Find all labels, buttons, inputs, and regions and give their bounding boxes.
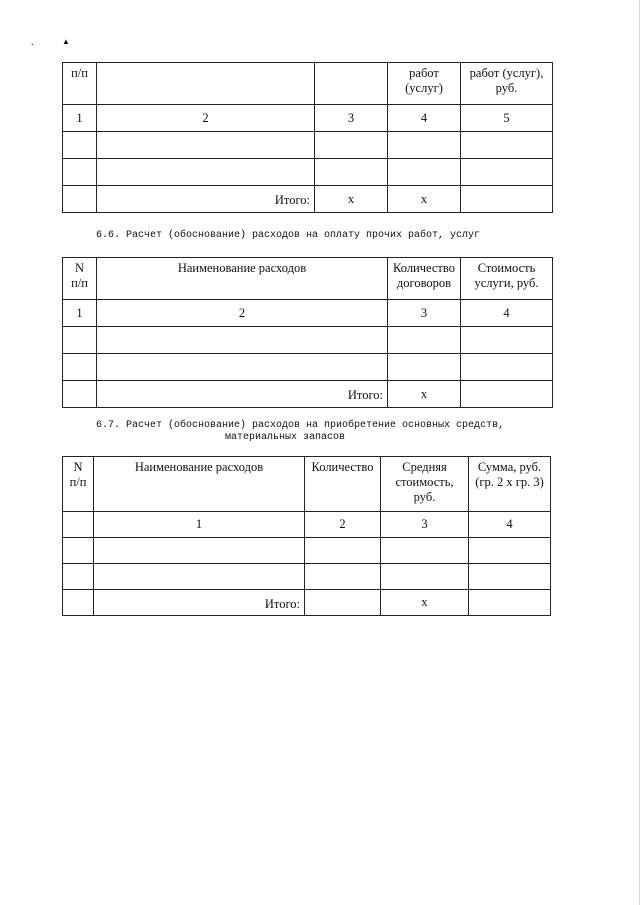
total-x: x bbox=[315, 186, 388, 213]
total-row bbox=[63, 381, 553, 408]
column-number: 5 bbox=[461, 105, 553, 132]
empty-row bbox=[63, 132, 553, 159]
empty-row bbox=[63, 564, 551, 590]
header-cell: N п/п bbox=[63, 258, 97, 300]
header-cell: Сумма, руб. (гр. 2 x гр. 3) bbox=[469, 457, 551, 512]
header-cell: работ (услуг), руб. bbox=[461, 63, 553, 105]
empty-row bbox=[63, 354, 553, 381]
column-number: 4 bbox=[461, 300, 553, 327]
column-number: 4 bbox=[388, 105, 461, 132]
column-number: 3 bbox=[381, 512, 469, 538]
empty-row bbox=[63, 327, 553, 354]
table-continuation bbox=[62, 62, 553, 213]
section-6-7-title-line2: материальных запасов bbox=[225, 432, 346, 443]
header-cell: Средняя стоимость, руб. bbox=[381, 457, 469, 512]
header-cell: работ (услуг) bbox=[388, 63, 461, 105]
column-number: 1 bbox=[63, 300, 97, 327]
header-cell: Количество bbox=[305, 457, 381, 512]
numbering-row bbox=[63, 105, 553, 132]
column-number: 4 bbox=[469, 512, 551, 538]
table-header-row bbox=[63, 258, 553, 300]
numbering-row bbox=[63, 512, 551, 538]
total-label: Итого: bbox=[97, 381, 388, 408]
table-6-6 bbox=[62, 257, 553, 408]
header-cell bbox=[315, 63, 388, 105]
total-x: x bbox=[388, 381, 461, 408]
header-cell: N п/п bbox=[63, 457, 94, 512]
header-cell: Стоимость услуги, руб. bbox=[461, 258, 553, 300]
total-label: Итого: bbox=[97, 186, 315, 213]
table-header-row bbox=[63, 457, 551, 512]
column-number: 2 bbox=[97, 105, 315, 132]
section-6-6-title: 6.6. Расчет (обоснование) расходов на оплату прочих работ, услуг bbox=[96, 230, 481, 241]
numbering-row bbox=[63, 300, 553, 327]
column-number: 3 bbox=[315, 105, 388, 132]
column-number: 1 bbox=[63, 105, 97, 132]
column-number: 2 bbox=[305, 512, 381, 538]
total-x: x bbox=[381, 590, 469, 616]
header-cell bbox=[97, 63, 315, 105]
total-row bbox=[63, 186, 553, 213]
column-number: 2 bbox=[97, 300, 388, 327]
column-number: 3 bbox=[388, 300, 461, 327]
header-cell: Количество договоров bbox=[388, 258, 461, 300]
header-cell: Наименование расходов bbox=[97, 258, 388, 300]
table-6-7 bbox=[62, 456, 551, 616]
empty-row bbox=[63, 159, 553, 186]
corner-triangle: ▲ bbox=[62, 37, 70, 46]
total-x: x bbox=[388, 186, 461, 213]
column-number: 1 bbox=[94, 512, 305, 538]
total-row bbox=[63, 590, 551, 616]
header-cell: п/п bbox=[63, 63, 97, 105]
header-cell: Наименование расходов bbox=[94, 457, 305, 512]
corner-dot: . bbox=[31, 37, 34, 48]
empty-row bbox=[63, 538, 551, 564]
total-label: Итого: bbox=[94, 590, 305, 616]
column-number bbox=[63, 512, 94, 538]
section-6-7-title-line1: 6.7. Расчет (обоснование) расходов на приобретение основных средств, bbox=[96, 420, 505, 431]
table-header-row bbox=[63, 63, 553, 105]
